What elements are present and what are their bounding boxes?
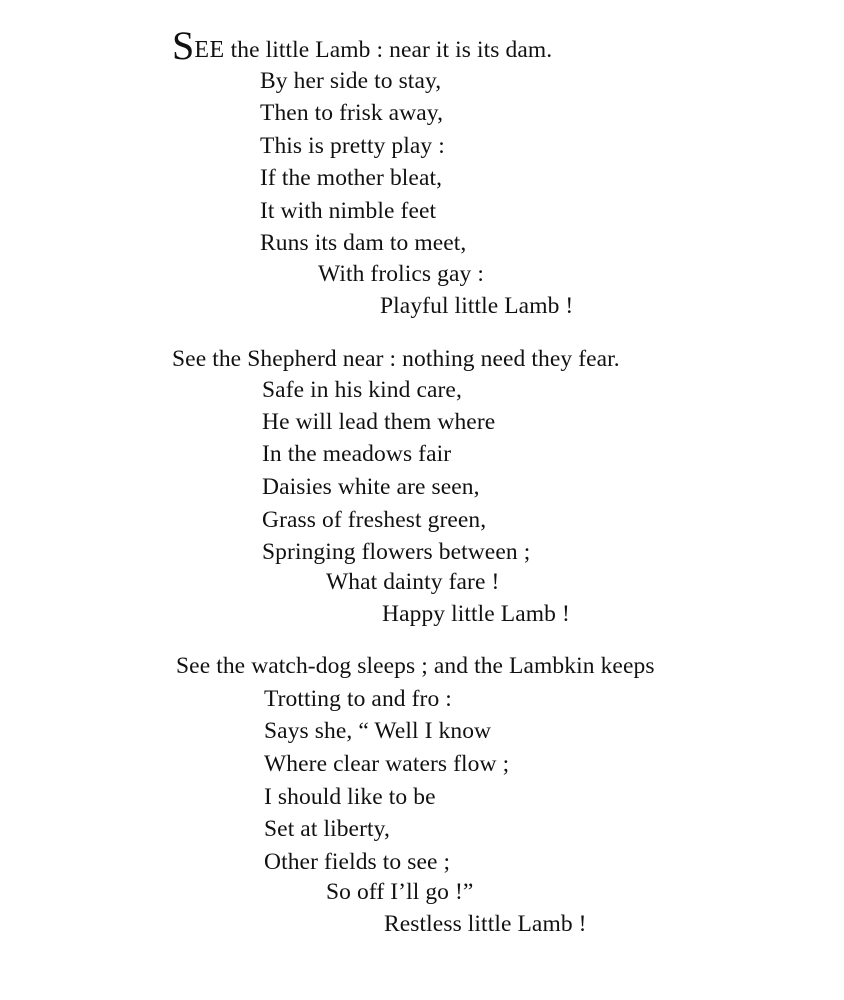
poem-line: If the mother bleat, [260, 165, 443, 191]
poem-line: Daisies white are seen, [262, 474, 480, 500]
poem-line: It with nimble feet [260, 198, 437, 224]
poem-line: I should like to be [264, 784, 436, 810]
poem-line: See the watch-dog sleeps ; and the Lambkin keeps [176, 653, 655, 679]
poem-line: So off I’ll go !” [326, 879, 474, 905]
poem-line: Restless little Lamb ! [384, 911, 587, 937]
poem-line: He will lead them where [262, 409, 496, 435]
poem-line: Then to frisk away, [260, 100, 444, 126]
poem-line: Safe in his kind care, [262, 377, 462, 403]
poem-line: With frolics gay : [318, 261, 484, 287]
poem-line: Set at liberty, [264, 816, 390, 842]
poem-line: Springing flowers between ; [262, 539, 531, 565]
poem-line: Where clear waters flow ; [264, 751, 510, 777]
poem-line: This is pretty play : [260, 133, 445, 159]
small-caps-text: EE [194, 37, 225, 63]
first-line-text: the little Lamb : near it is its dam. [224, 37, 553, 63]
poem-line: Trotting to and fro : [264, 686, 452, 712]
poem-line: In the meadows fair [262, 441, 452, 467]
poem-line: Grass of freshest green, [262, 507, 487, 533]
poem-line: Other fields to see ; [264, 849, 451, 875]
poem-line: Playful little Lamb ! [380, 293, 574, 319]
poem-line: Runs its dam to meet, [260, 230, 467, 256]
poem-line: What dainty fare ! [326, 569, 500, 595]
poem-line: Happy little Lamb ! [382, 601, 570, 627]
drop-cap-initial: S [172, 23, 195, 68]
poem-line: By her side to stay, [260, 68, 442, 94]
poem-line: Says she, “ Well I know [264, 718, 492, 744]
poem-line [172, 23, 553, 68]
poem-line: See the Shepherd near : nothing need they fear. [172, 346, 620, 372]
